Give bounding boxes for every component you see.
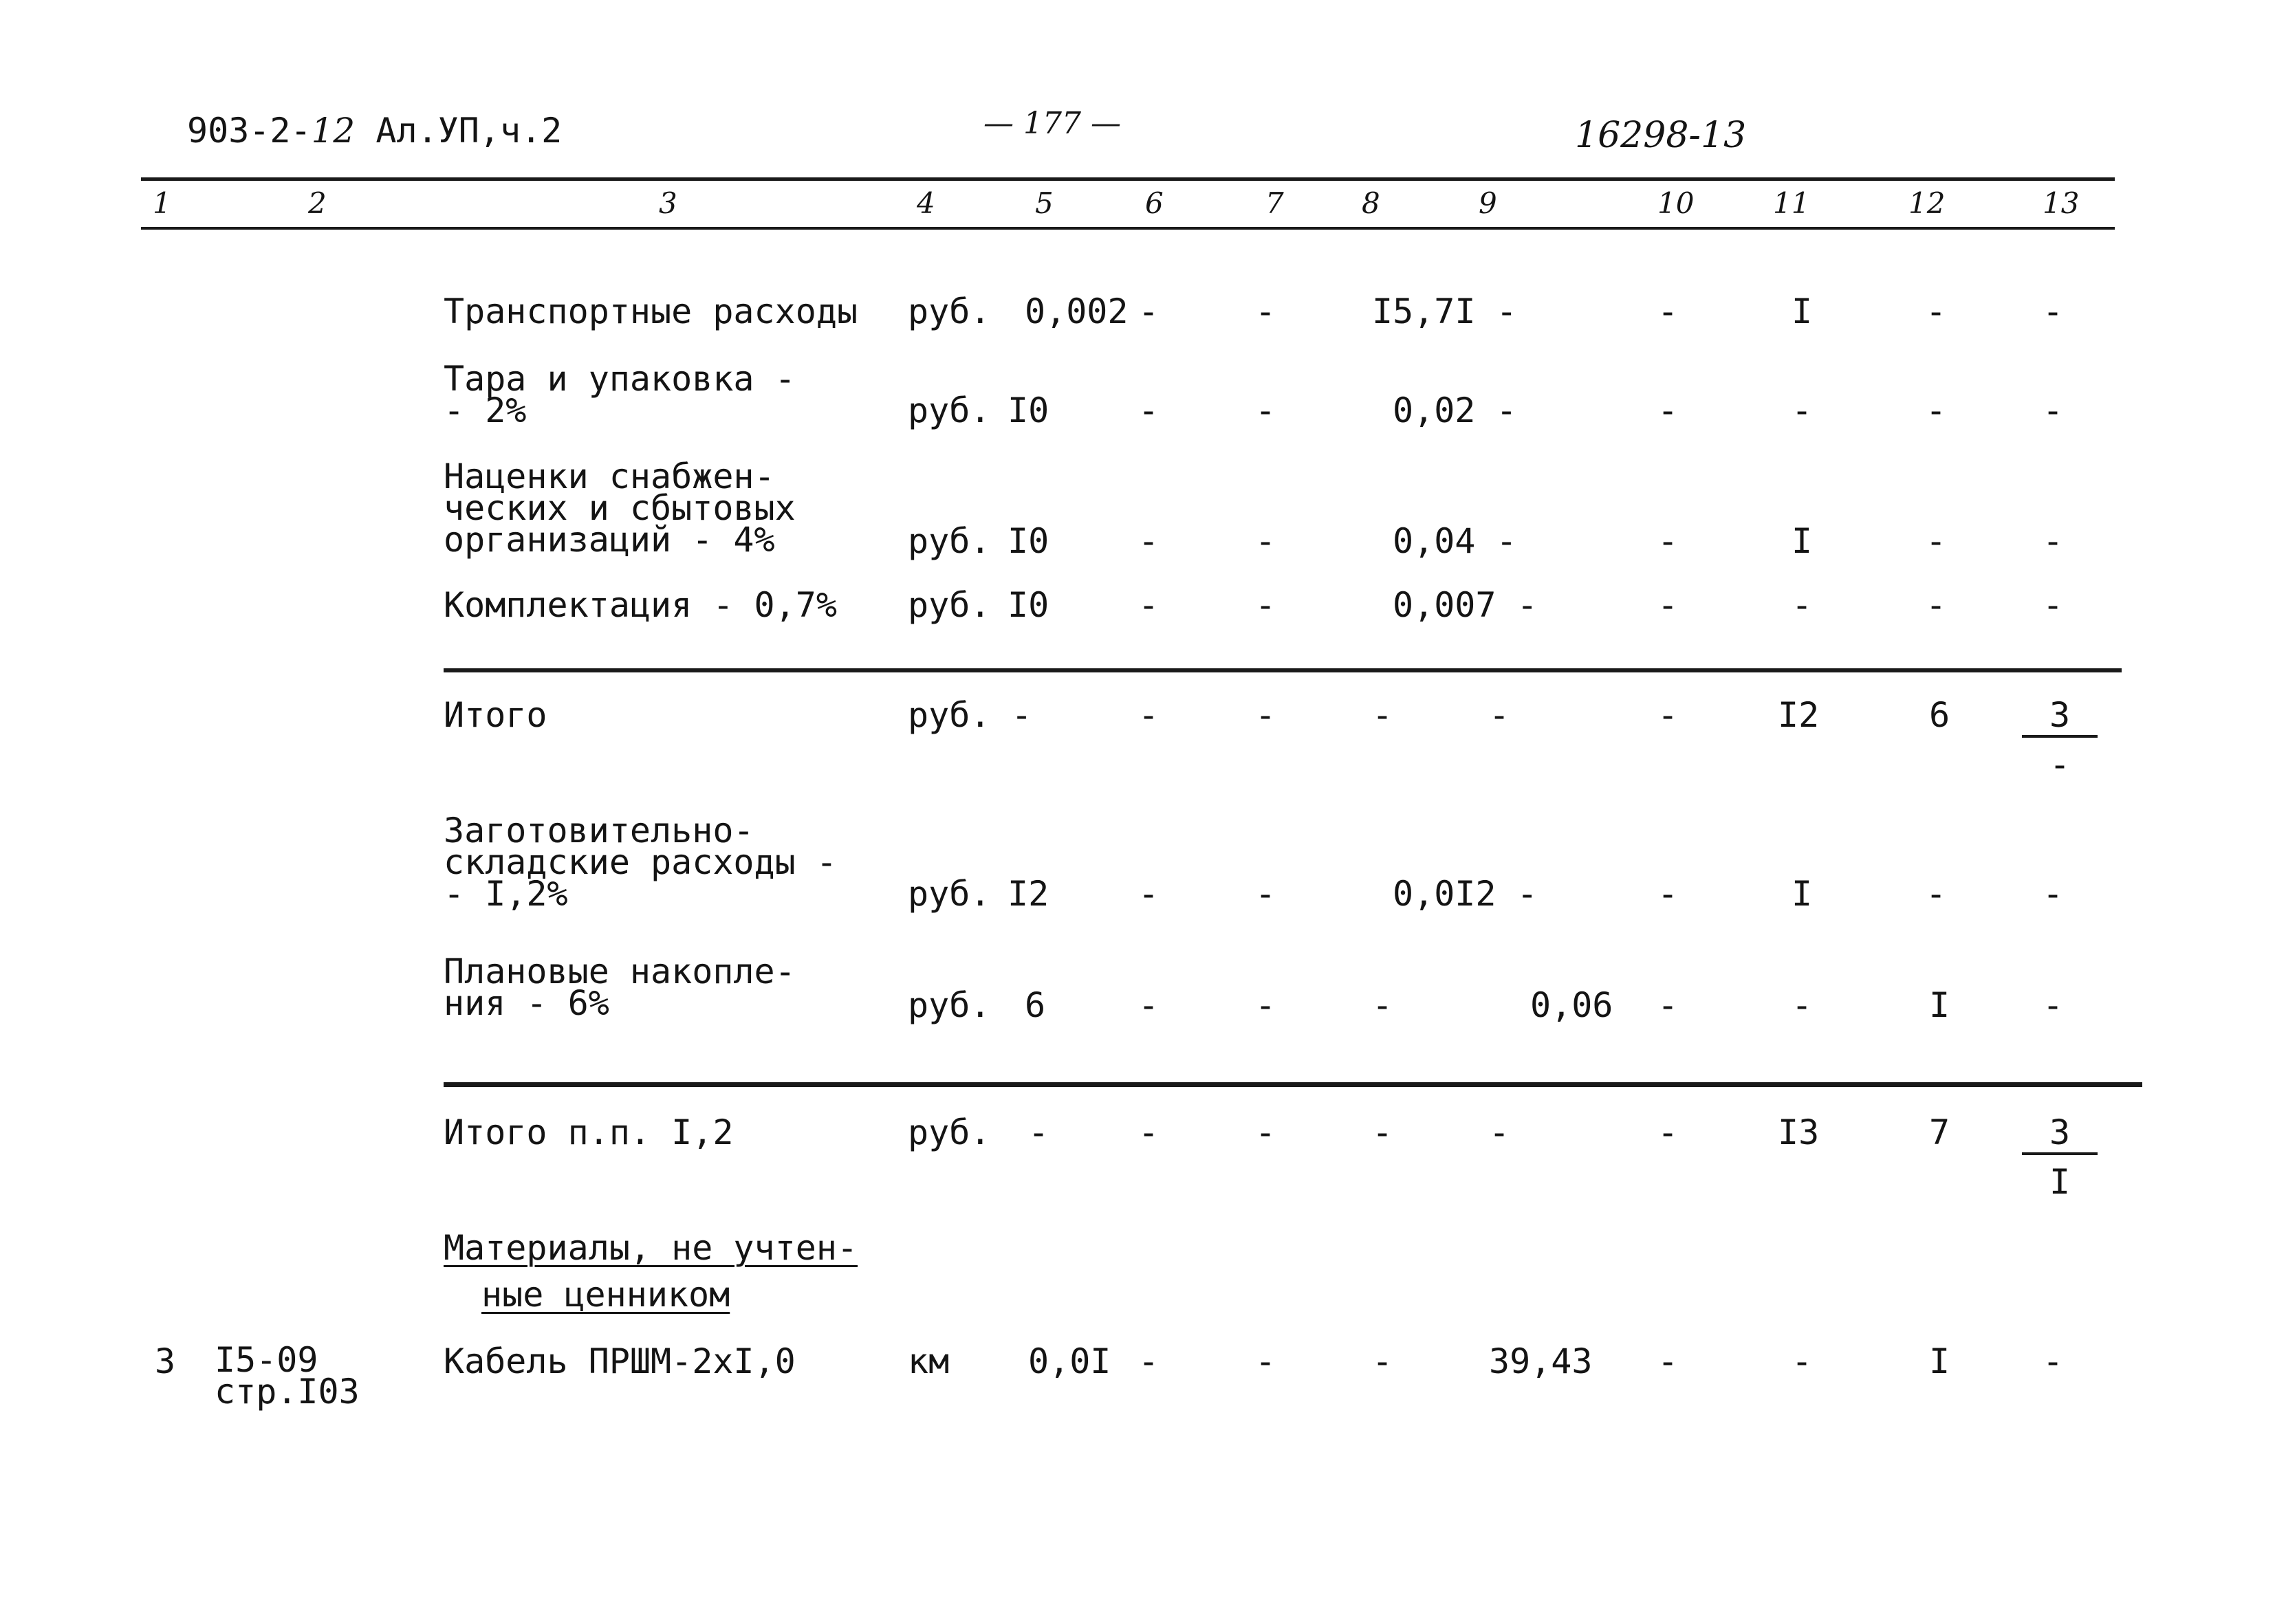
- row-transport-name: Транспортные расходы: [444, 292, 858, 331]
- row-transport-c11: I: [1792, 292, 1813, 331]
- row-plan-unit: руб.: [908, 985, 991, 1025]
- row-zagot-c10: -: [1657, 874, 1679, 914]
- row-cable-name: Кабель ПРШМ-2хI,0: [444, 1341, 796, 1381]
- row-zagot-c11: I: [1792, 874, 1813, 914]
- row-itogo2-c6: -: [1138, 1112, 1160, 1152]
- row-complect-unit: руб.: [908, 585, 991, 625]
- materials-heading-line1: Материалы, не учтен-: [444, 1228, 858, 1268]
- page-number: — 177 —: [983, 106, 1121, 141]
- row-itogo2-c8: -: [1372, 1112, 1393, 1152]
- col-num-3: 3: [659, 186, 677, 220]
- row-zagot-qty: I2: [1008, 874, 1049, 914]
- row-itogo2-c12: 7: [1929, 1112, 1950, 1152]
- row-complect-c7: -: [1255, 585, 1276, 625]
- col-num-13: 13: [2043, 186, 2080, 220]
- row-markup-c13: -: [2043, 521, 2064, 561]
- row-transport-qty: 0,002: [1025, 292, 1129, 331]
- row-itogo-name: Итого: [444, 695, 547, 735]
- row-markup-c7: -: [1255, 521, 1276, 561]
- header-bottom-rule: [141, 227, 2115, 230]
- row-plan-qty: 6: [1025, 985, 1046, 1025]
- row-cable-c13: -: [2043, 1341, 2064, 1381]
- row-tara-c11: -: [1792, 391, 1813, 430]
- row-complect-c12: -: [1926, 585, 1947, 625]
- row-cable-c12: I: [1929, 1341, 1950, 1381]
- row-complect-c13: -: [2043, 585, 2064, 625]
- row-tara-name: Тара и упаковка - - 2%: [444, 359, 796, 430]
- row-markup-c6: -: [1138, 521, 1160, 561]
- row-plan-c11: -: [1792, 985, 1813, 1025]
- row-zagot-unit: руб.: [908, 874, 991, 914]
- row-plan-c8: -: [1372, 985, 1393, 1025]
- row-itogo2-c10: -: [1657, 1112, 1679, 1152]
- row-plan-c12: I: [1929, 985, 1950, 1025]
- row-plan-c10: -: [1657, 985, 1679, 1025]
- col-num-9: 9: [1479, 186, 1497, 220]
- row-markup-c11: I: [1792, 521, 1813, 561]
- row-zagot-c12: -: [1926, 874, 1947, 914]
- row-itogo-unit: руб. -: [908, 695, 1032, 735]
- row-itogo2-c9: -: [1489, 1112, 1510, 1152]
- col-num-4: 4: [917, 186, 935, 220]
- row-transport-unit: руб.: [908, 292, 991, 331]
- row-cable-c11: -: [1792, 1341, 1813, 1381]
- row-tara-c7: -: [1255, 391, 1276, 430]
- row-markup-c12: -: [1926, 521, 1947, 561]
- row-complect-name: Комплектация - 0,7%: [444, 585, 837, 625]
- col-num-5: 5: [1035, 186, 1054, 220]
- row-cable-c6: -: [1138, 1341, 1160, 1381]
- row-itogo2-c13-top: 3: [2022, 1115, 2098, 1155]
- row-transport-c13: -: [2043, 292, 2064, 331]
- row-markup-c8: 0,04 -: [1393, 521, 1517, 561]
- row-plan-name: Плановые накопле- ния - 6%: [444, 952, 796, 1023]
- row-markup-qty: I0: [1008, 521, 1049, 561]
- row-tara-qty: I0: [1008, 391, 1049, 430]
- doc-code-suffix: Ал.УП,ч.2: [355, 111, 563, 151]
- col-num-2: 2: [308, 186, 327, 220]
- row-itogo2-unit: руб.: [908, 1112, 991, 1152]
- col-num-11: 11: [1773, 186, 1810, 220]
- row-itogo-c9: -: [1489, 695, 1510, 735]
- row-plan-c6: -: [1138, 985, 1160, 1025]
- inventory-number: 16298-13: [1575, 115, 1747, 156]
- col-num-10: 10: [1657, 186, 1695, 220]
- row-zagot-c8: 0,0I2 -: [1393, 874, 1538, 914]
- section-rule-1: [444, 668, 2122, 672]
- row-complect-c10: -: [1657, 585, 1679, 625]
- row-zagot-c6: -: [1138, 874, 1160, 914]
- row-cable-c7: -: [1255, 1341, 1276, 1381]
- row-tara-c12: -: [1926, 391, 1947, 430]
- row-tara-c13: -: [2043, 391, 2064, 430]
- row-itogo-c12: 6: [1929, 695, 1950, 735]
- row-cable-code: I5-09 стр.I03: [215, 1340, 360, 1412]
- row-itogo2-c7: -: [1255, 1112, 1276, 1152]
- section-rule-2: [444, 1082, 2142, 1087]
- row-tara-c6: -: [1138, 391, 1160, 430]
- row-transport-c12: -: [1926, 292, 1947, 331]
- row-zagot-c13: -: [2043, 874, 2064, 914]
- row-plan-c13: -: [2043, 985, 2064, 1025]
- row-itogo2-c13-fraction: [2022, 1112, 2098, 1202]
- row-cable-num: 3: [155, 1341, 176, 1381]
- doc-code: [187, 111, 563, 151]
- row-markup-name: Наценки снабжен- ческих и сбытовых организаций - 4%: [444, 457, 796, 560]
- row-tara-c8: 0,02 -: [1393, 391, 1517, 430]
- row-itogo2-c11: I3: [1778, 1112, 1820, 1152]
- row-cable-c10: -: [1657, 1341, 1679, 1381]
- row-itogo2-c13-bottom: I: [2049, 1162, 2071, 1202]
- col-num-8: 8: [1362, 186, 1380, 220]
- col-num-7: 7: [1265, 186, 1284, 220]
- row-cable-unit: км: [908, 1341, 950, 1381]
- row-itogo-c13-bottom: -: [2049, 745, 2071, 784]
- row-itogo-c13-fraction: [2022, 695, 2098, 784]
- col-num-1: 1: [153, 186, 171, 220]
- row-zagot-c7: -: [1255, 874, 1276, 914]
- row-complect-c11: -: [1792, 585, 1813, 625]
- doc-code-handwritten: 12: [311, 111, 356, 151]
- row-transport-c6: -: [1138, 292, 1160, 331]
- col-num-12: 12: [1908, 186, 1946, 220]
- row-plan-c7: -: [1255, 985, 1276, 1025]
- row-markup-c10: -: [1657, 521, 1679, 561]
- row-itogo2-qty: -: [1028, 1112, 1049, 1152]
- materials-heading-line2: ные ценником: [481, 1275, 730, 1315]
- row-complect-c8: 0,007 -: [1393, 585, 1538, 625]
- row-transport-c10: -: [1657, 292, 1679, 331]
- row-itogo-c8: -: [1372, 695, 1393, 735]
- row-tara-c10: -: [1657, 391, 1679, 430]
- row-tara-unit: руб.: [908, 391, 991, 430]
- row-cable-c9: 39,43: [1489, 1341, 1593, 1381]
- row-cable-c8: -: [1372, 1341, 1393, 1381]
- row-transport-c7: -: [1255, 292, 1276, 331]
- row-zagot-name: Заготовительно- складские расходы - - I,2%: [444, 811, 837, 914]
- row-itogo2-name: Итого п.п. I,2: [444, 1112, 734, 1152]
- row-markup-unit: руб.: [908, 521, 991, 561]
- row-itogo-c7: -: [1255, 695, 1276, 735]
- doc-code-prefix: 903-2-: [187, 111, 312, 151]
- row-complect-qty: I0: [1008, 585, 1049, 625]
- col-num-6: 6: [1145, 186, 1164, 220]
- row-complect-c6: -: [1138, 585, 1160, 625]
- row-itogo-c13-top: 3: [2022, 698, 2098, 738]
- row-plan-c9: 0,06: [1530, 985, 1613, 1025]
- row-cable-qty: 0,0I: [1028, 1341, 1111, 1381]
- row-itogo-c6: -: [1138, 695, 1160, 735]
- row-itogo-c10: -: [1657, 695, 1679, 735]
- row-transport-c8: I5,7I -: [1372, 292, 1517, 331]
- header-top-rule: [141, 177, 2115, 181]
- row-itogo-c11: I2: [1778, 695, 1820, 735]
